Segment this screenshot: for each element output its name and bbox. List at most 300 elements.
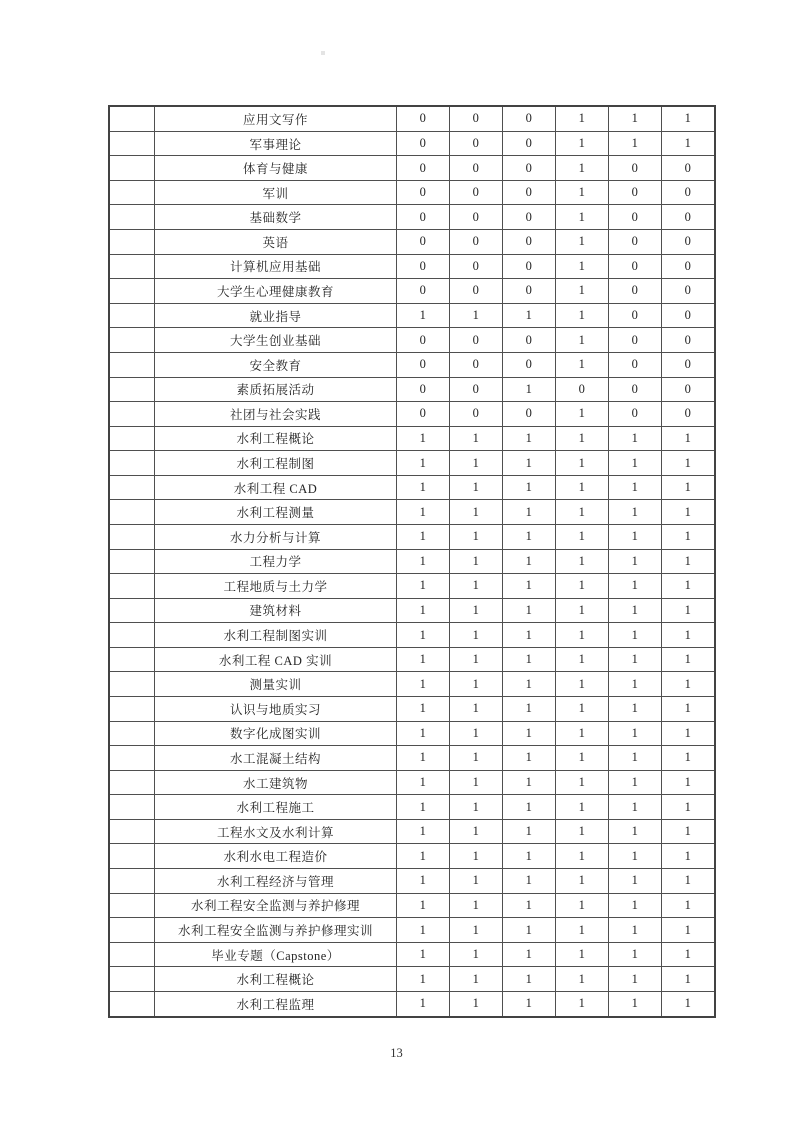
value-cell: 1 [397, 893, 450, 918]
table-row [109, 402, 715, 427]
value-cell: 1 [662, 524, 716, 549]
value-cell: 0 [397, 279, 450, 304]
course-table-body [109, 106, 715, 1017]
value-cell: 0 [397, 402, 450, 427]
value-cell: 1 [609, 647, 662, 672]
value-cell: 0 [450, 328, 503, 353]
value-cell: 1 [662, 574, 716, 599]
row-index-cell [109, 819, 155, 844]
table-row [109, 524, 715, 549]
value-cell: 1 [662, 991, 716, 1017]
table-row [109, 721, 715, 746]
value-cell: 1 [556, 721, 609, 746]
course-name-cell: 工程水文及水利计算 [155, 819, 397, 844]
value-cell: 0 [450, 180, 503, 205]
course-name-cell: 计算机应用基础 [155, 254, 397, 279]
value-cell: 1 [662, 106, 716, 131]
value-cell: 1 [397, 697, 450, 722]
course-name-cell: 大学生创业基础 [155, 328, 397, 353]
course-name-cell: 水利工程安全监测与养护修理 [155, 893, 397, 918]
value-cell: 0 [503, 352, 556, 377]
value-cell: 0 [609, 303, 662, 328]
value-cell: 0 [662, 180, 716, 205]
value-cell: 1 [662, 475, 716, 500]
table-row [109, 106, 715, 131]
value-cell: 1 [397, 770, 450, 795]
value-cell: 1 [609, 549, 662, 574]
row-index-cell [109, 918, 155, 943]
value-cell: 1 [503, 721, 556, 746]
value-cell: 1 [450, 451, 503, 476]
row-index-cell [109, 746, 155, 771]
value-cell: 1 [556, 991, 609, 1017]
value-cell: 1 [556, 303, 609, 328]
value-cell: 1 [556, 524, 609, 549]
course-name-cell: 认识与地质实习 [155, 697, 397, 722]
value-cell: 0 [609, 180, 662, 205]
value-cell: 1 [503, 524, 556, 549]
table-row [109, 475, 715, 500]
value-cell: 1 [397, 819, 450, 844]
table-row [109, 623, 715, 648]
value-cell: 1 [609, 131, 662, 156]
row-index-cell [109, 697, 155, 722]
value-cell: 1 [556, 647, 609, 672]
table-row [109, 303, 715, 328]
value-cell: 1 [556, 180, 609, 205]
row-index-cell [109, 131, 155, 156]
course-name-cell: 水力分析与计算 [155, 524, 397, 549]
value-cell: 0 [450, 279, 503, 304]
value-cell: 1 [397, 574, 450, 599]
value-cell: 1 [503, 795, 556, 820]
course-name-cell: 水利水电工程造价 [155, 844, 397, 869]
value-cell: 1 [450, 549, 503, 574]
course-name-cell: 水利工程测量 [155, 500, 397, 525]
value-cell: 1 [609, 426, 662, 451]
value-cell: 0 [397, 230, 450, 255]
value-cell: 1 [503, 819, 556, 844]
table-row [109, 205, 715, 230]
row-index-cell [109, 942, 155, 967]
value-cell: 1 [609, 770, 662, 795]
value-cell: 1 [609, 672, 662, 697]
value-cell: 1 [503, 598, 556, 623]
row-index-cell [109, 967, 155, 992]
table-row [109, 352, 715, 377]
value-cell: 1 [503, 991, 556, 1017]
table-row [109, 770, 715, 795]
value-cell: 1 [450, 869, 503, 894]
value-cell: 1 [503, 475, 556, 500]
value-cell: 0 [609, 279, 662, 304]
row-index-cell [109, 598, 155, 623]
value-cell: 1 [609, 721, 662, 746]
table-row [109, 795, 715, 820]
value-cell: 1 [503, 893, 556, 918]
value-cell: 1 [609, 500, 662, 525]
value-cell: 0 [397, 106, 450, 131]
value-cell: 0 [503, 328, 556, 353]
value-cell: 1 [556, 279, 609, 304]
row-index-cell [109, 672, 155, 697]
value-cell: 1 [556, 697, 609, 722]
value-cell: 0 [397, 328, 450, 353]
value-cell: 1 [609, 795, 662, 820]
row-index-cell [109, 352, 155, 377]
course-name-cell: 体育与健康 [155, 156, 397, 181]
table-row [109, 180, 715, 205]
course-table [108, 105, 716, 1018]
course-name-cell: 应用文写作 [155, 106, 397, 131]
value-cell: 1 [556, 918, 609, 943]
row-index-cell [109, 426, 155, 451]
value-cell: 1 [450, 598, 503, 623]
value-cell: 1 [397, 672, 450, 697]
value-cell: 1 [609, 918, 662, 943]
value-cell: 1 [450, 426, 503, 451]
value-cell: 0 [397, 205, 450, 230]
value-cell: 1 [397, 598, 450, 623]
value-cell: 1 [556, 131, 609, 156]
value-cell: 1 [450, 942, 503, 967]
value-cell: 1 [556, 205, 609, 230]
value-cell: 1 [609, 942, 662, 967]
value-cell: 0 [609, 254, 662, 279]
value-cell: 0 [662, 303, 716, 328]
value-cell: 1 [662, 795, 716, 820]
value-cell: 0 [503, 131, 556, 156]
value-cell: 0 [609, 377, 662, 402]
table-row [109, 549, 715, 574]
value-cell: 1 [450, 672, 503, 697]
row-index-cell [109, 106, 155, 131]
value-cell: 0 [450, 106, 503, 131]
value-cell: 1 [662, 697, 716, 722]
value-cell: 1 [556, 475, 609, 500]
value-cell: 1 [397, 500, 450, 525]
value-cell: 1 [556, 795, 609, 820]
value-cell: 1 [556, 156, 609, 181]
table-row [109, 598, 715, 623]
row-index-cell [109, 377, 155, 402]
value-cell: 1 [450, 844, 503, 869]
row-index-cell [109, 205, 155, 230]
course-name-cell: 水工建筑物 [155, 770, 397, 795]
row-index-cell [109, 475, 155, 500]
value-cell: 0 [397, 377, 450, 402]
value-cell: 1 [556, 352, 609, 377]
course-name-cell: 大学生心理健康教育 [155, 279, 397, 304]
value-cell: 1 [450, 574, 503, 599]
value-cell: 1 [662, 967, 716, 992]
value-cell: 1 [503, 844, 556, 869]
row-index-cell [109, 279, 155, 304]
course-name-cell: 安全教育 [155, 352, 397, 377]
value-cell: 1 [503, 967, 556, 992]
value-cell: 1 [503, 918, 556, 943]
value-cell: 0 [450, 230, 503, 255]
value-cell: 0 [503, 279, 556, 304]
value-cell: 1 [397, 524, 450, 549]
value-cell: 1 [609, 574, 662, 599]
table-row [109, 869, 715, 894]
value-cell: 1 [556, 844, 609, 869]
value-cell: 0 [662, 205, 716, 230]
table-row [109, 697, 715, 722]
value-cell: 1 [662, 819, 716, 844]
course-name-cell: 数字化成图实训 [155, 721, 397, 746]
value-cell: 1 [662, 131, 716, 156]
value-cell: 1 [397, 623, 450, 648]
value-cell: 1 [450, 500, 503, 525]
table-row [109, 967, 715, 992]
table-row [109, 426, 715, 451]
value-cell: 1 [503, 426, 556, 451]
value-cell: 1 [450, 647, 503, 672]
value-cell: 1 [450, 770, 503, 795]
value-cell: 1 [397, 918, 450, 943]
value-cell: 1 [503, 303, 556, 328]
value-cell: 1 [450, 303, 503, 328]
course-name-cell: 水利工程概论 [155, 967, 397, 992]
row-index-cell [109, 328, 155, 353]
row-index-cell [109, 254, 155, 279]
value-cell: 0 [662, 279, 716, 304]
value-cell: 1 [450, 524, 503, 549]
value-cell: 0 [609, 352, 662, 377]
row-index-cell [109, 451, 155, 476]
value-cell: 0 [662, 328, 716, 353]
value-cell: 1 [556, 574, 609, 599]
row-index-cell [109, 991, 155, 1017]
value-cell: 1 [556, 549, 609, 574]
value-cell: 1 [662, 451, 716, 476]
value-cell: 0 [556, 377, 609, 402]
table-row [109, 574, 715, 599]
value-cell: 1 [397, 844, 450, 869]
value-cell: 1 [556, 230, 609, 255]
value-cell: 1 [662, 623, 716, 648]
course-name-cell: 军事理论 [155, 131, 397, 156]
value-cell: 1 [556, 869, 609, 894]
value-cell: 1 [397, 795, 450, 820]
value-cell: 1 [609, 844, 662, 869]
table-row [109, 942, 715, 967]
value-cell: 0 [503, 106, 556, 131]
course-name-cell: 水工混凝土结构 [155, 746, 397, 771]
scan-speck [321, 51, 325, 55]
course-name-cell: 工程力学 [155, 549, 397, 574]
course-name-cell: 水利工程监理 [155, 991, 397, 1017]
value-cell: 0 [609, 402, 662, 427]
value-cell: 1 [556, 623, 609, 648]
value-cell: 1 [609, 869, 662, 894]
value-cell: 0 [397, 254, 450, 279]
value-cell: 1 [397, 967, 450, 992]
value-cell: 1 [503, 942, 556, 967]
value-cell: 1 [450, 991, 503, 1017]
table-row [109, 844, 715, 869]
value-cell: 1 [662, 869, 716, 894]
value-cell: 1 [503, 697, 556, 722]
value-cell: 0 [662, 402, 716, 427]
value-cell: 1 [503, 672, 556, 697]
table-row [109, 279, 715, 304]
row-index-cell [109, 156, 155, 181]
page-number: 13 [390, 1046, 403, 1060]
value-cell: 0 [503, 180, 556, 205]
row-index-cell [109, 500, 155, 525]
course-name-cell: 水利工程制图实训 [155, 623, 397, 648]
value-cell: 0 [662, 352, 716, 377]
value-cell: 0 [609, 230, 662, 255]
value-cell: 1 [662, 770, 716, 795]
course-name-cell: 水利工程施工 [155, 795, 397, 820]
table-row [109, 156, 715, 181]
course-name-cell: 毕业专题（Capstone） [155, 942, 397, 967]
value-cell: 1 [609, 623, 662, 648]
row-index-cell [109, 180, 155, 205]
value-cell: 1 [609, 475, 662, 500]
value-cell: 0 [450, 377, 503, 402]
value-cell: 1 [556, 598, 609, 623]
row-index-cell [109, 721, 155, 746]
value-cell: 0 [662, 230, 716, 255]
value-cell: 1 [662, 746, 716, 771]
value-cell: 1 [397, 647, 450, 672]
value-cell: 1 [662, 942, 716, 967]
value-cell: 1 [609, 598, 662, 623]
row-index-cell [109, 869, 155, 894]
value-cell: 1 [556, 426, 609, 451]
course-name-cell: 工程地质与土力学 [155, 574, 397, 599]
value-cell: 0 [397, 352, 450, 377]
value-cell: 1 [397, 991, 450, 1017]
value-cell: 1 [503, 549, 556, 574]
course-name-cell: 英语 [155, 230, 397, 255]
value-cell: 1 [662, 598, 716, 623]
value-cell: 0 [609, 205, 662, 230]
table-row [109, 451, 715, 476]
value-cell: 0 [450, 352, 503, 377]
value-cell: 1 [503, 500, 556, 525]
value-cell: 1 [662, 549, 716, 574]
value-cell: 0 [450, 156, 503, 181]
value-cell: 1 [609, 106, 662, 131]
value-cell: 1 [450, 475, 503, 500]
value-cell: 1 [556, 746, 609, 771]
value-cell: 1 [662, 672, 716, 697]
value-cell: 1 [397, 942, 450, 967]
value-cell: 1 [609, 524, 662, 549]
course-name-cell: 建筑材料 [155, 598, 397, 623]
value-cell: 1 [503, 451, 556, 476]
value-cell: 1 [450, 721, 503, 746]
value-cell: 1 [450, 697, 503, 722]
value-cell: 1 [450, 967, 503, 992]
course-name-cell: 水利工程 CAD [155, 475, 397, 500]
value-cell: 0 [503, 254, 556, 279]
value-cell: 1 [556, 328, 609, 353]
value-cell: 1 [397, 869, 450, 894]
row-index-cell [109, 623, 155, 648]
course-name-cell: 水利工程概论 [155, 426, 397, 451]
value-cell: 1 [397, 746, 450, 771]
value-cell: 0 [450, 254, 503, 279]
table-row [109, 377, 715, 402]
value-cell: 0 [662, 254, 716, 279]
table-row [109, 746, 715, 771]
value-cell: 0 [450, 205, 503, 230]
value-cell: 0 [503, 205, 556, 230]
value-cell: 0 [503, 402, 556, 427]
table-row [109, 647, 715, 672]
course-name-cell: 社团与社会实践 [155, 402, 397, 427]
row-index-cell [109, 647, 155, 672]
value-cell: 0 [397, 131, 450, 156]
table-row [109, 131, 715, 156]
value-cell: 1 [609, 893, 662, 918]
value-cell: 0 [397, 156, 450, 181]
value-cell: 1 [662, 647, 716, 672]
value-cell: 1 [662, 721, 716, 746]
value-cell: 0 [662, 377, 716, 402]
course-name-cell: 素质拓展活动 [155, 377, 397, 402]
row-index-cell [109, 549, 155, 574]
value-cell: 1 [609, 451, 662, 476]
value-cell: 0 [503, 156, 556, 181]
value-cell: 1 [609, 967, 662, 992]
value-cell: 1 [609, 697, 662, 722]
course-name-cell: 就业指导 [155, 303, 397, 328]
value-cell: 1 [662, 918, 716, 943]
course-name-cell: 水利工程制图 [155, 451, 397, 476]
row-index-cell [109, 230, 155, 255]
value-cell: 1 [503, 770, 556, 795]
value-cell: 0 [450, 402, 503, 427]
course-name-cell: 水利工程经济与管理 [155, 869, 397, 894]
value-cell: 1 [450, 819, 503, 844]
value-cell: 1 [450, 918, 503, 943]
value-cell: 0 [397, 180, 450, 205]
value-cell: 1 [662, 500, 716, 525]
row-index-cell [109, 402, 155, 427]
value-cell: 1 [556, 967, 609, 992]
value-cell: 1 [609, 991, 662, 1017]
value-cell: 1 [556, 500, 609, 525]
value-cell: 1 [662, 426, 716, 451]
value-cell: 1 [556, 106, 609, 131]
value-cell: 1 [556, 770, 609, 795]
table-row [109, 500, 715, 525]
value-cell: 1 [556, 819, 609, 844]
value-cell: 1 [397, 475, 450, 500]
value-cell: 1 [503, 647, 556, 672]
course-name-cell: 水利工程 CAD 实训 [155, 647, 397, 672]
value-cell: 1 [609, 819, 662, 844]
value-cell: 1 [556, 672, 609, 697]
value-cell: 1 [556, 942, 609, 967]
value-cell: 1 [450, 795, 503, 820]
table-row [109, 991, 715, 1017]
value-cell: 0 [450, 131, 503, 156]
value-cell: 1 [556, 451, 609, 476]
table-row [109, 918, 715, 943]
value-cell: 1 [397, 303, 450, 328]
value-cell: 0 [609, 328, 662, 353]
value-cell: 1 [503, 574, 556, 599]
